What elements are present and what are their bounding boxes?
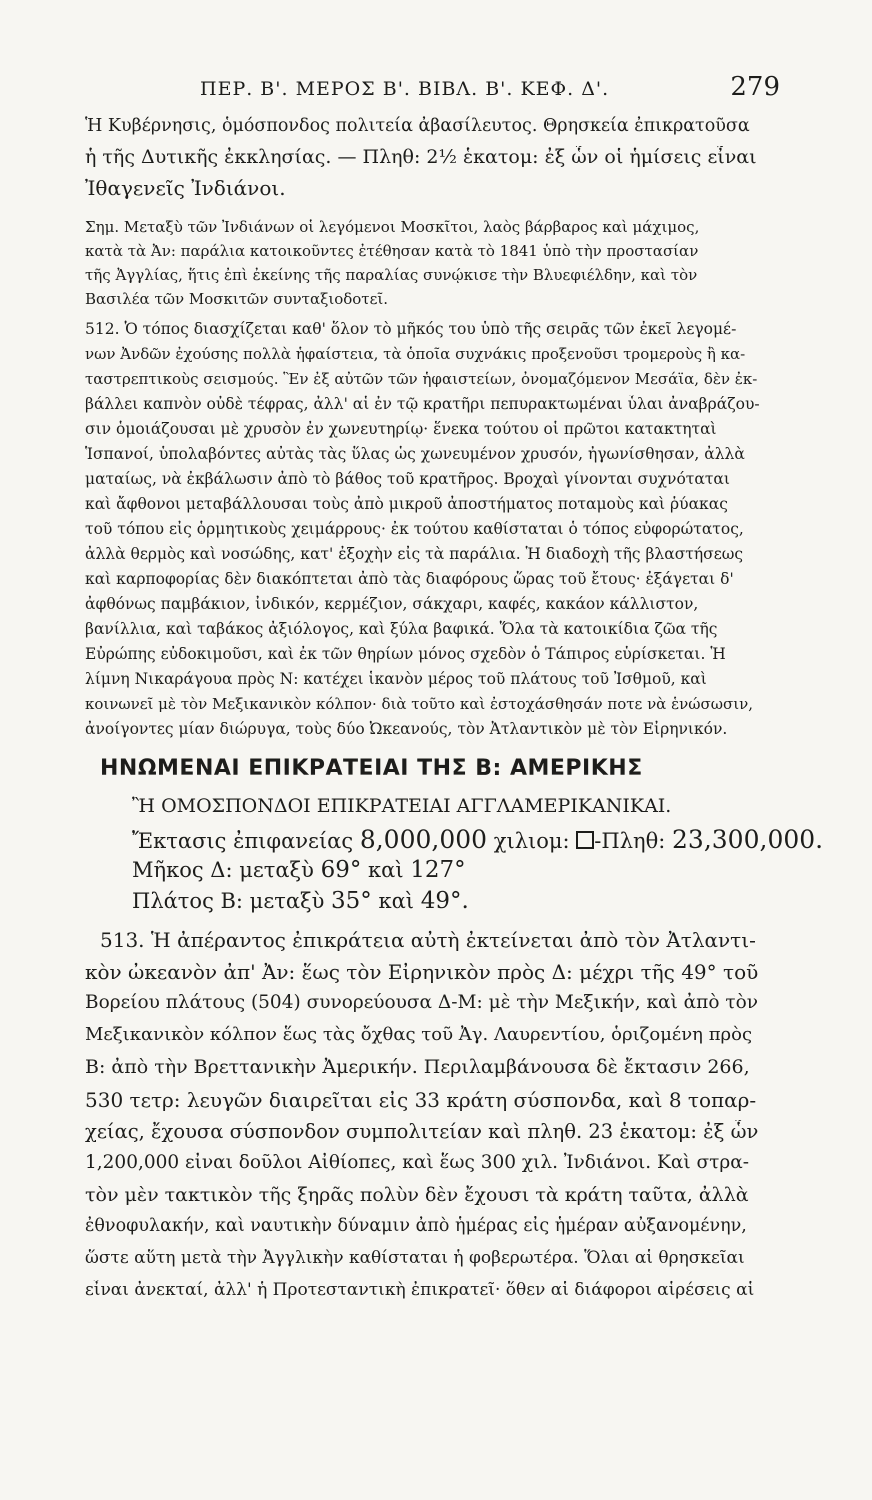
width-to: 49°.	[420, 888, 469, 914]
width-stat	[132, 888, 469, 914]
width-from: 35°	[331, 888, 372, 914]
para-512-line: τοῦ τόπου εἰς ὁρμητικοὺς χειμάρρους· ἐκ τούτου καθίσταται ὁ τόπος εὐφορώτατος,	[85, 520, 744, 538]
length-from: 69°	[320, 857, 362, 883]
length-stat	[132, 857, 466, 883]
para-512-line: ταστρεπτικοὺς σεισμούς. Ἓν ἐξ αὐτῶν τῶν ἡφαιστείων, ὀνομαζόμενον Μεσάϊα, δὲν ἐκ-	[85, 370, 758, 388]
para-512-line: καὶ καρποφορίας δὲν διακόπτεται ἀπὸ τὰς διαφόρους ὥρας τοῦ ἔτους· ἐξάγεται δ'	[85, 570, 734, 588]
intro-line: Ἰθαγενεῖς Ἰνδιάνοι.	[85, 176, 286, 200]
para-512-line: ἀνοίγοντες μίαν διώρυγα, τοὺς δύο Ὠκεανούς, τὸν Ἀτλαντικὸν μὲ τὸν Εἰρηνικόν.	[85, 720, 728, 738]
para-513-line: ἐθνοφυλακήν, καὶ ναυτικὴν δύναμιν ἀπὸ ἡμέρας εἰς ἡμέραν αὐξανομένην,	[85, 1216, 747, 1236]
length-label: Μῆκος Δ: μεταξὺ	[132, 858, 314, 882]
para-513-line: κὸν ὠκεανὸν ἀπ' Ἀν: ἕως τὸν Εἰρηνικὸν πρὸς Δ: μέχρι τῆς 49° τοῦ	[85, 960, 759, 984]
para-513-line: Β: ἀπὸ τὴν Βρεττανικὴν Ἀμερικήν. Περιλαμβάνουσα δὲ ἔκτασιν 266,	[85, 1056, 750, 1078]
para-513-line: 1,200,000 εἶναι δοῦλοι Αἰθίοπες, καὶ ἕως 300 χιλ. Ἰνδιάνοι. Καὶ στρα-	[85, 1152, 749, 1173]
population-value: 23,300,000.	[672, 825, 824, 854]
para-512-line: Ἱσπανοί, ὑπολαβόντες αὐτὰς τὰς ὕλας ὡς χωνευμένον χρυσόν, ἠγωνίσθησαν, ἀλλὰ	[85, 445, 745, 463]
para-513-line: τὸν μὲν τακτικὸν τῆς ξηρᾶς πολὺν δὲν ἔχουσι τὰ κράτη ταῦτα, ἀλλὰ	[85, 1184, 749, 1206]
area-unit: χιλιομ:	[493, 829, 570, 853]
para-513-line: Μεξικανικὸν κόλπον ἕως τὰς ὄχθας τοῦ Ἀγ. Λαυρεντίου, ὁριζομένη πρὸς	[85, 1024, 753, 1045]
para-512-line: 512. Ὁ τόπος διασχίζεται καθ' ὅλον τὸ μῆκός του ὑπὸ τῆς σειρᾶς τῶν ἐκεῖ λεγομέ-	[85, 320, 737, 338]
para-512-line: ἀφθόνως παμβάκιον, ἰνδικόν, κερμέζιον, σάκχαρι, καφές, κακάον κάλλιστον,	[85, 595, 699, 613]
width-and: καὶ	[378, 889, 415, 913]
length-to: 127°	[410, 857, 466, 883]
note-line: Βασιλέα τῶν Μοσκιτῶν συνταξιοδοτεῖ.	[85, 290, 389, 308]
para-513-line: 530 τετρ: λευγῶν διαιρεῖται εἰς 33 κράτη σύσπονδα, καὶ 8 τοπαρ-	[85, 1088, 757, 1112]
para-513-line: Βορείου πλάτους (504) συνορεύουσα Δ-Μ: μὲ τὴν Μεξικήν, καὶ ἀπὸ τὸν	[85, 992, 758, 1013]
area-stat	[132, 825, 823, 854]
area-value: 8,000,000	[359, 825, 488, 854]
para-512-line: βάλλει καπνὸν οὐδὲ τέφρας, ἀλλ' αἱ ἐν τῷ κρατῆρι πεπυρακτωμέναι ὗλαι ἀναβράζου-	[85, 395, 760, 413]
para-512-line: κοινωνεῖ μὲ τὸν Μεξικανικὸν κόλπον· διὰ τοῦτο καὶ ἐστοχάσθησάν ποτε νὰ ἑνώσωσιν,	[85, 695, 753, 713]
para-513-line: εἶναι ἀνεκταί, ἀλλ' ἡ Προτεσταντικὴ ἐπικρατεῖ· ὅθεν αἱ διάφοροι αἱρέσεις αἱ	[85, 1280, 755, 1300]
width-label: Πλάτος Β: μεταξὺ	[132, 889, 325, 913]
intro-line: Ἡ Κυβέρνησις, ὁμόσπονδος πολιτεία ἀβασίλευτος. Θρησκεία ἐπικρατοῦσα	[85, 116, 750, 136]
para-512-line: ματαίως, νὰ ἐκβάλωσιν ἀπὸ τὸ βάθος τοῦ κρατῆρος. Βροχαὶ γίνονται συχνόταται	[85, 470, 730, 488]
area-label: Ἔκτασις ἐπιφανείας	[132, 829, 354, 853]
para-512-line: ἀλλὰ θερμὸς καὶ νοσώδης, κατ' ἐξοχὴν εἰς τὰ παράλια. Ἡ διαδοχὴ τῆς βλαστήσεως	[85, 545, 744, 563]
population-label: -Πληθ:	[594, 829, 666, 853]
para-512-line: νων Ἀνδῶν ἐχούσης πολλὰ ἡφαίστεια, τὰ ὁποῖα συχνάκις προξενοῦσι τρομεροὺς ἢ κα-	[85, 345, 746, 363]
note-line: τῆς Ἀγγλίας, ἥτις ἐπὶ ἐκείνης τῆς παραλίας συνῴκισε τὴν Βλυεφιέλδην, καὶ τὸν	[85, 266, 698, 284]
intro-line: ἡ τῆς Δυτικῆς ἐκκλησίας. — Πληθ: 2½ ἑκατομ: ἐξ ὧν οἱ ἡμίσεις εἶναι	[85, 146, 757, 168]
section-subheading: Ἢ ΟΜΟΣΠΟΝΔΟΙ ΕΠΙΚΡΑΤΕΙΑΙ ΑΓΓΛΑΜΕΡΙΚΑΝΙΚΑΙ.	[132, 795, 672, 817]
note-line: Σημ. Μεταξὺ τῶν Ἰνδιάνων οἱ λεγόμενοι Μοσκῖτοι, λαὸς βάρβαρος καὶ μάχιμος,	[85, 218, 700, 236]
para-513-line: χείας, ἔχουσα σύσπονδον συμπολιτείαν καὶ πληθ. 23 ἑκατομ: ἐξ ὧν	[85, 1120, 759, 1143]
para-512-line: λίμνη Νικαράγουα πρὸς Ν: κατέχει ἱκανὸν μέρος τοῦ πλάτους τοῦ Ἰσθμοῦ, καὶ	[85, 670, 707, 688]
para-512-line: βανίλλια, καὶ ταβάκος ἀξιόλογος, καὶ ξύλα βαφικά. Ὅλα τὰ κατοικίδια ζῶα τῆς	[85, 620, 718, 638]
page-header	[200, 72, 780, 102]
para-513-line: 513. Ἡ ἀπέραντος ἐπικράτεια αὐτὴ ἐκτείνεται ἀπὸ τὸν Ἀτλαντι-	[100, 928, 756, 952]
para-513-line: ὥστε αὕτη μετὰ τὴν Ἀγγλικὴν καθίσταται ἡ φοβερωτέρα. Ὅλαι αἱ θρησκεῖαι	[85, 1248, 745, 1268]
para-512-line: σιν ὁμοιάζουσαι μὲ χρυσὸν ἐν χωνευτηρίῳ· ἕνεκα τούτου οἱ πρῶτοι κατακτηταὶ	[85, 420, 717, 438]
section-heading: ΗΝΩΜΕΝΑΙ ΕΠΙΚΡΑΤΕΙΑΙ ΤΗΣ Β: ΑΜΕΡΙΚΗΣ	[100, 756, 643, 781]
page-number: 279	[730, 72, 780, 102]
note-line: κατὰ τὰ Ἀν: παράλια κατοικοῦντες ἐτέθησαν κατὰ τὸ 1841 ὑπὸ τὴν προστασίαν	[85, 242, 699, 260]
para-512-line: καὶ ἄφθονοι μεταβάλλουσαι τοὺς ἀπὸ μικροῦ ἀποστήματος ποταμοὺς καὶ ῥύακας	[85, 495, 728, 513]
running-head: ΠΕΡ. Β'. ΜΕΡΟΣ Β'. ΒΙΒΛ. Β'. ΚΕΦ. Δ'.	[200, 78, 610, 100]
length-and: καὶ	[368, 858, 404, 882]
square-symbol-icon	[576, 831, 594, 849]
para-512-line: Εὐρώπης εὐδοκιμοῦσι, καὶ ἐκ τῶν θηρίων μόνος σχεδὸν ὁ Τάπιρος εὑρίσκεται. Ἡ	[85, 645, 726, 663]
